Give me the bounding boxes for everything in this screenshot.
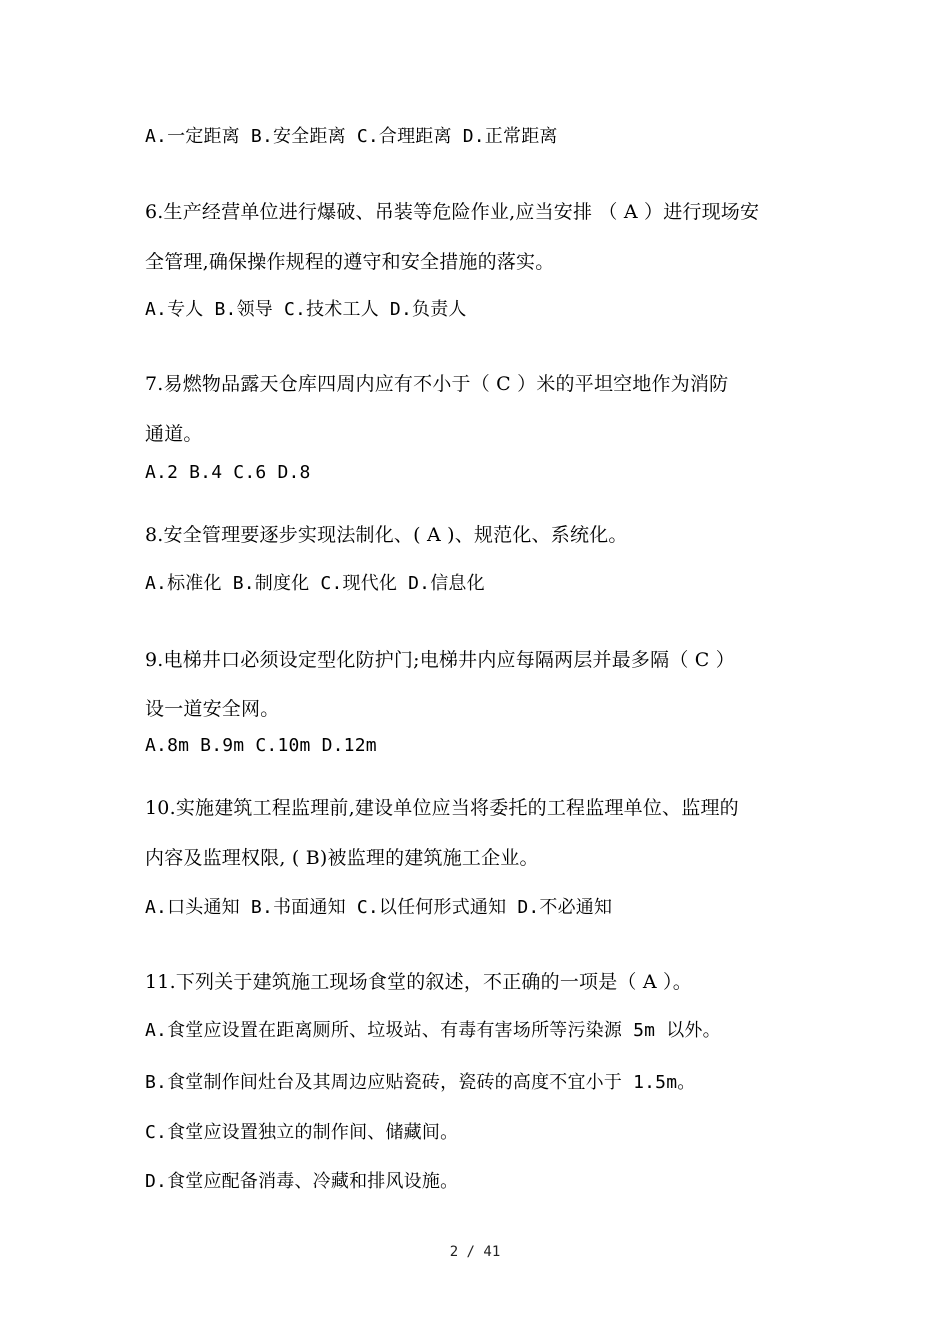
q7-text-line1: 7.易燃物品露天仓库四周内应有不小于（ C ）米的平坦空地作为消防 <box>145 373 729 395</box>
q6-text-line1: 6.生产经营单位进行爆破、吊装等危险作业,应当安排 （ A ）进行现场安 <box>145 201 760 223</box>
q10-text-line2: 内容及监理权限, ( B)被监理的建筑施工企业。 <box>145 847 539 869</box>
q11-option-c: C.食堂应设置独立的制作间、储藏间。 <box>145 1122 459 1143</box>
q7-text-line2: 通道。 <box>145 423 203 445</box>
q9-text-line1: 9.电梯井口必须设定型化防护门;电梯井内应每隔两层并最多隔（ C ） <box>145 649 735 671</box>
q6-options: A.专人 B.领导 C.技术工人 D.负责人 <box>145 299 467 320</box>
q8-options: A.标准化 B.制度化 C.现代化 D.信息化 <box>145 573 485 594</box>
q5-options: A.一定距离 B.安全距离 C.合理距离 D.正常距离 <box>145 126 558 147</box>
q11-option-d: D.食堂应配备消毒、冷藏和排风设施。 <box>145 1171 459 1192</box>
q10-text-line1: 10.实施建筑工程监理前,建设单位应当将委托的工程监理单位、监理的 <box>145 797 739 819</box>
q10-options: A.口头通知 B.书面通知 C.以任何形式通知 D.不必通知 <box>145 897 613 918</box>
q9-text-line2: 设一道安全网。 <box>145 698 280 720</box>
q7-options: A.2 B.4 C.6 D.8 <box>145 462 311 483</box>
q11-option-a: A.食堂应设置在距离厕所、垃圾站、有毒有害场所等污染源 5m 以外。 <box>145 1020 721 1041</box>
q11-text: 11.下列关于建筑施工现场食堂的叙述，不正确的一项是（ A ）。 <box>145 971 692 993</box>
q6-text-line2: 全管理,确保操作规程的遵守和安全措施的落实。 <box>145 251 555 273</box>
q8-text: 8.安全管理要逐步实现法制化、( A )、规范化、系统化。 <box>145 524 628 546</box>
q11-option-b: B.食堂制作间灶台及其周边应贴瓷砖，瓷砖的高度不宜小于 1.5m。 <box>145 1072 696 1093</box>
q9-options: A.8m B.9m C.10m D.12m <box>145 735 377 756</box>
page-number: 2 / 41 <box>449 1244 501 1260</box>
